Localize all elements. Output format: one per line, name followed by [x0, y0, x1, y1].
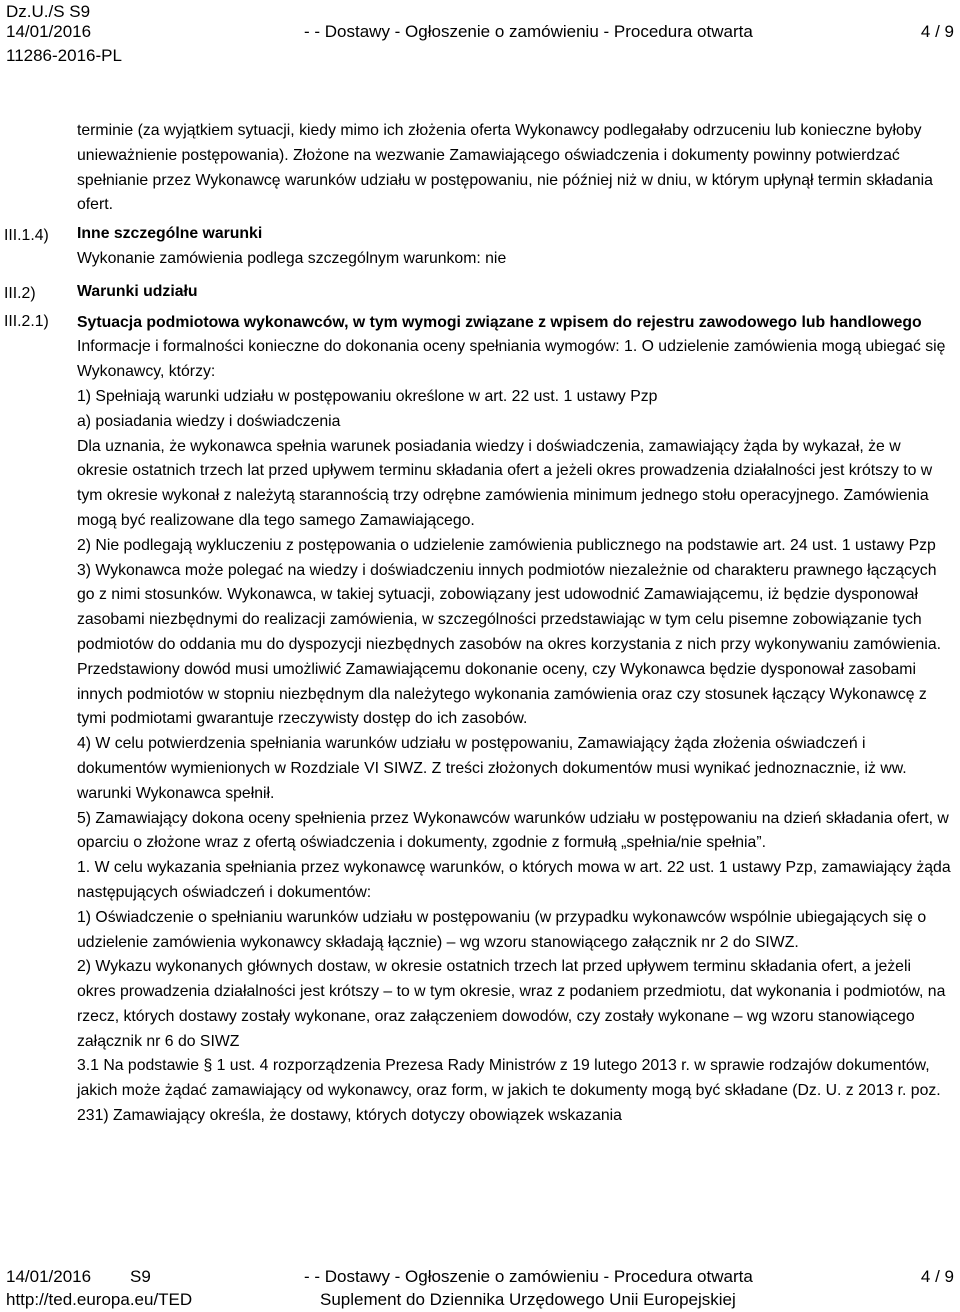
paragraph: 3) Wykonawca może polegać na wiedzy i doświadczeniu innych podmiotów niezależnie od charakteru prawnego łączących go z nimi stosunków. Wykonawca, w takiej sytuacji, zobowiązany jest udowodnić Zamawiającemu, iż będzie dysponował zasobami niezbędnymi do realizacji zamówienia, w szczególności przedstawiając w tym celu pisemne zobowiązanie tych podmiotów do oddania mu do dyspozycji niezbędnych zasobów na okres korzystania z nich przy wykonywaniu zamówienia. Przedstawiony dowód musi umożliwić Zamawiającemu dokonanie oceny, czy Wykonawca będzie dysponował zasobami innych podmiotów w stopniu niezbędnym dla należytego wykonania zamówienia oraz czy stosunek łączący Wykonawcę z tymi podmiotami gwarantuje rzeczywisty dostęp do ich zasobów. — [77, 561, 942, 728]
paragraph: 1) Oświadczenie o spełnianiu warunków udziału w postępowaniu (w przypadku wykonawców wspólnie ubiegających się o udzielenie zamówienia wykonawcy składają łącznie) – wg wzoru stanowiącego załącznik nr 2 do SIWZ. — [77, 908, 927, 951]
heading-inne-szczegolne-warunki: Inne szczególne warunki — [77, 225, 263, 243]
paragraph: 5) Zamawiający dokona oceny spełnienia przez Wykonawców warunków udziału w postępowaniu na dzień składania ofert, w oparciu o złożone wraz z ofertą oświadczenia i dokumenty, zgodnie z formułą „spełnia/nie spełnia”. — [77, 809, 949, 852]
footer-url: http://ted.europa.eu/TED — [6, 1290, 193, 1309]
paragraph: 1. W celu wykazania spełniania przez wykonawcę warunków, o których mowa w art. 22 ust. 1 ustawy Pzp, zamawiający żąda następujących oświadczeń i dokumentów: — [77, 859, 951, 901]
paragraph: 1) Spełniają warunki udziału w postępowaniu określone w art. 22 ust. 1 ustawy Pzp — [77, 387, 658, 405]
heading-sytuacja-podmiotowa: Sytuacja podmiotowa wykonawców, w tym wymogi związane z wpisem do rejestru zawodowego lub handlowego — [77, 313, 922, 331]
header-date: 14/01/2016 — [6, 22, 92, 41]
section-number-iii-2: III.2) — [4, 285, 36, 302]
header-page-number: 4 / 9 — [920, 22, 954, 41]
footer-supplement: Suplement do Dziennika Urzędowego Unii Europejskiej — [320, 1290, 736, 1309]
footer-page-number: 4 / 9 — [920, 1267, 954, 1286]
footer-notice-type: - - Dostawy - Ogłoszenie o zamówieniu - Procedura otwarta — [304, 1267, 753, 1286]
journal-reference: Dz.U./S S9 — [6, 2, 91, 21]
paragraph: Informacje i formalności konieczne do dokonania oceny spełniania wymogów: 1. O udzielenie zamówienia mogą ubiegać się Wykonawcy, którzy: — [77, 338, 946, 381]
footer-series: S9 — [130, 1267, 151, 1286]
section-number-iii-1-4: III.1.4) — [4, 227, 49, 244]
section-number-iii-2-1: III.2.1) — [4, 313, 49, 330]
paragraph: Dla uznania, że wykonawca spełnia warunek posiadania wiedzy i doświadczenia, zamawiający żąda by wykazał, że w okresie ostatnich trzech lat przed upływem terminu składania ofert a jeżeli okres prowadzenia działalności jest krótszy to w tym okresie wykonał z należytą starannością trzy odrębne zamówienia minimum jednego stołu operacyjnego. Zamówienia mogą być realizowane dla tego samego Zamawiającego. — [77, 437, 933, 529]
notice-number: 11286-2016-PL — [6, 46, 122, 65]
paragraph: 2) Wykazu wykonanych głównych dostaw, w okresie ostatnich trzech lat przed upływem terminu składania ofert, a jeżeli okres prowadzenia działalności jest krótszy – to w tym okresie, wraz z podaniem przedmiotu, dat wykonania i podmiotów, na rzecz, których dostawy zostały wykonane, oraz załączeniem dowodów, czy zostały wykonane – wg wzoru stanowiącego załącznik nr 6 do SIWZ — [77, 958, 946, 1050]
paragraph: 2) Nie podlegają wykluczeniu z postępowania o udzielenie zamówienia publicznego na podstawie art. 24 ust. 1 ustawy Pzp — [77, 536, 936, 554]
paragraph: 4) W celu potwierdzenia spełniania warunków udziału w postępowaniu, Zamawiający żąda złożenia oświadczeń i dokumentów wymienionych w Rozdziale VI SIWZ. Z treści złożonych dokumentów musi wynikać jednoznacznie, iż ww. warunki Wykonawca spełnił. — [77, 735, 907, 802]
paragraph: a) posiadania wiedzy i doświadczenia — [77, 412, 341, 430]
intro-paragraph: terminie (za wyjątkiem sytuacji, kiedy mimo ich złożenia oferta Wykonawcy podlegałaby odrzuceniu lub konieczne byłoby unieważnienie postępowania). Złożone na wezwanie Zamawiającego oświadczenia i dokumenty powinny potwierdzać spełnianie przez Wykonawcę warunków udziału w postępowaniu, nie później niż w dniu, w którym upłynął termin składania ofert. — [77, 122, 933, 214]
footer-date: 14/01/2016 — [6, 1267, 92, 1286]
inne-warunki-text: Wykonanie zamówienia podlega szczególnym warunkom: nie — [77, 249, 507, 267]
heading-warunki-udzialu: Warunki udziału — [77, 282, 198, 300]
document-body — [77, 119, 952, 1129]
header-notice-type: - - Dostawy - Ogłoszenie o zamówieniu - Procedura otwarta — [304, 22, 753, 41]
paragraph: 3.1 Na podstawie § 1 ust. 4 rozporządzenia Prezesa Rady Ministrów z 19 lutego 2013 r. w sprawie rodzajów dokumentów, jakich może żądać zamawiający od wykonawcy, oraz form, w jakich te dokumenty mogą być składane (Dz. U. z 2013 r. poz. 231) Zamawiający określa, że dostawy, których dotyczy obowiązek wskazania — [77, 1057, 941, 1125]
